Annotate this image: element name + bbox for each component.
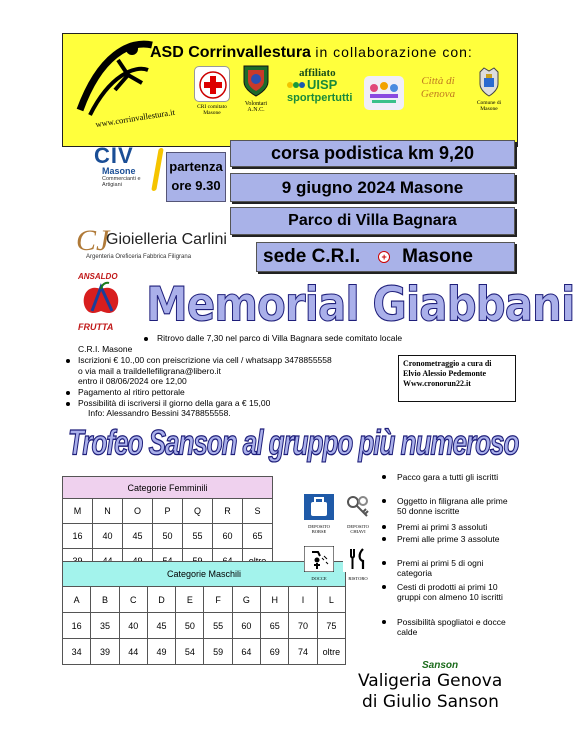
bullet-dot xyxy=(382,537,386,541)
citta-genova-text: Città di Genova xyxy=(420,75,456,100)
collab-text: in collaborazione con: xyxy=(315,44,473,60)
bullet-dot xyxy=(66,391,70,395)
bullet-dot xyxy=(382,585,386,589)
table-cell: N xyxy=(93,499,123,524)
docce-label: DOCCE xyxy=(311,576,327,581)
table-cell: oltre xyxy=(317,639,345,665)
info-ritrovo-2: C.R.I. Masone xyxy=(78,344,133,354)
memorial-title: Memorial Giabbani xyxy=(146,277,574,332)
table-cell: C xyxy=(119,587,147,613)
comune-crest-icon xyxy=(476,66,502,98)
red-cross-icon xyxy=(195,67,231,103)
deposito-chiavi-label: DEPOSITO xyxy=(347,524,369,529)
bullet-dot xyxy=(382,620,386,624)
sede-right: Masone xyxy=(402,246,473,267)
service-caption xyxy=(338,524,378,534)
civ-sub2: Commercianti e Artigiani xyxy=(102,176,141,188)
table-cell: 49 xyxy=(147,639,175,665)
club-title xyxy=(150,44,473,62)
colorful-logo xyxy=(364,76,404,110)
bullet-dot xyxy=(382,475,386,479)
table-cell: E xyxy=(176,587,204,613)
ansaldo-bottom: FRUTTA xyxy=(78,322,114,332)
table-row xyxy=(63,524,273,549)
uisp-affiliato: affiliato xyxy=(299,67,336,79)
civ-sub: Masone xyxy=(102,166,136,176)
partenza-label: partenza xyxy=(169,159,223,174)
carlini-name: Gioielleria Carlini xyxy=(106,231,227,248)
club-name: ASD Corrinvallestura xyxy=(150,44,311,61)
table-cell: 40 xyxy=(119,613,147,639)
info-contact: Info: Alessandro Bessini 3478855558. xyxy=(88,408,231,418)
table-cell: 50 xyxy=(176,613,204,639)
table-cell: 65 xyxy=(261,613,289,639)
ansaldo-top: ANSALDO xyxy=(78,272,118,281)
table-cell: S xyxy=(243,499,273,524)
crono-line3: Www.cronorun22.it xyxy=(403,379,471,388)
table-row xyxy=(63,613,346,639)
sede-box xyxy=(256,242,515,272)
table-cell: 55 xyxy=(183,524,213,549)
table-cell: 59 xyxy=(204,639,232,665)
table-cell: P xyxy=(153,499,183,524)
table-cell: 74 xyxy=(289,639,317,665)
table-cell: G xyxy=(232,587,260,613)
uisp-dots-icon xyxy=(287,79,305,91)
list-item xyxy=(397,582,517,603)
info-ritrovo-1: Ritrovo dalle 7,30 nel parco di Villa Bagnara sede comitato locale xyxy=(157,333,403,343)
partenza-time: ore 9.30 xyxy=(171,178,221,193)
table-cell: B xyxy=(91,587,119,613)
table-cell: 39 xyxy=(91,639,119,665)
deposito-borse-label2: BORSE xyxy=(311,529,327,534)
bullet-dot xyxy=(382,499,386,503)
table-cell: I xyxy=(289,587,317,613)
bullet-dot xyxy=(382,561,386,565)
sede-left: sede C.R.I. xyxy=(263,246,361,267)
prize-text: Premi alle prime 3 assolute xyxy=(397,534,500,544)
table-cell: 65 xyxy=(243,524,273,549)
prize-text: Pacco gara a tutti gli iscritti xyxy=(397,472,499,482)
ansaldo-logo xyxy=(78,272,126,332)
table-cell: M xyxy=(63,499,93,524)
table-cell: 69 xyxy=(261,639,289,665)
table-cell: 64 xyxy=(232,639,260,665)
carlini-sub: Argenteria Oreficeria Fabbrica Filigrana xyxy=(86,254,192,260)
sponsor-line2: di Giulio Sanson xyxy=(362,692,499,712)
civ-logo xyxy=(94,143,154,193)
table-cell: 50 xyxy=(153,524,183,549)
table-cell: R xyxy=(213,499,243,524)
list-item xyxy=(397,617,517,638)
table-cell: 54 xyxy=(176,639,204,665)
cri-logo xyxy=(194,66,230,102)
table-cell: 40 xyxy=(93,524,123,549)
ansaldo-apple-icon xyxy=(78,281,124,317)
table-cell: 60 xyxy=(232,613,260,639)
table-cell: 45 xyxy=(123,524,153,549)
info-pagamento: Pagamento al ritiro pettorale xyxy=(78,387,185,397)
date-box: 9 giugno 2024 Masone xyxy=(230,173,515,202)
sponsor-line1: Valigeria Genova xyxy=(358,671,503,691)
list-item xyxy=(397,472,517,482)
info-iscrizioni-1: Iscrizioni € 10.,00 con preiscrizione via cell / whatsapp 3478855558 xyxy=(78,355,332,365)
fork-knife-icon xyxy=(343,546,373,572)
start-time-box xyxy=(166,152,226,202)
sanson-signature: Sanson xyxy=(422,660,459,671)
service-caption xyxy=(299,576,339,581)
table-cell: O xyxy=(123,499,153,524)
table-cell: H xyxy=(261,587,289,613)
list-item xyxy=(397,558,517,579)
female-categories-table xyxy=(62,476,273,574)
cri-cross-icon: + xyxy=(378,251,390,263)
cri-caption: CRI comitato Masone xyxy=(197,104,227,116)
table-cell: 75 xyxy=(317,613,345,639)
deposito-chiavi-label2: CHIAVI xyxy=(350,529,366,534)
prize-text: Premi ai primi 5 di ogni categoria xyxy=(397,558,484,579)
prize-text: Cesti di prodotti ai primi 10 gruppi con almeno 10 iscritti xyxy=(397,582,503,603)
table-cell: A xyxy=(63,587,91,613)
timing-box xyxy=(398,355,516,402)
shower-icon xyxy=(304,546,334,572)
bag-deposit-icon xyxy=(304,494,334,520)
bullet-dot xyxy=(144,337,148,341)
table-cell: 16 xyxy=(63,524,93,549)
prize-text: Possibilità spogliatoi e docce calde xyxy=(397,617,506,638)
info-possibilita: Possibilità di iscriversi il giorno della gara a € 15,00 xyxy=(78,398,271,408)
uisp-logo xyxy=(281,67,357,107)
crono-line1: Cronometraggio a cura di xyxy=(403,359,492,368)
civ-title: CIV xyxy=(94,143,134,168)
table-row xyxy=(63,499,273,524)
table-cell: L xyxy=(317,587,345,613)
club-website: www.corrinvallestura.it xyxy=(94,106,176,130)
deposito-borse-label: DEPOSITO xyxy=(308,524,330,529)
table-cell: 16 xyxy=(63,613,91,639)
anc-caption: Volontari A.N.C. xyxy=(244,101,268,113)
carlini-logo xyxy=(76,226,226,266)
bullet-dot xyxy=(382,525,386,529)
table-cell: F xyxy=(204,587,232,613)
anc-shield-icon xyxy=(242,64,270,98)
table-cell: 60 xyxy=(213,524,243,549)
prize-text: Premi ai primi 3 assoluti xyxy=(397,522,488,532)
table-cell: 55 xyxy=(204,613,232,639)
table-row xyxy=(63,639,346,665)
carlini-mark: CJ xyxy=(76,224,110,257)
crono-line2: Elvio Alessio Pedemonte xyxy=(403,369,487,378)
service-caption xyxy=(299,524,339,534)
table-cell: 35 xyxy=(91,613,119,639)
colorful-figures-icon xyxy=(364,76,404,110)
table-cell: 34 xyxy=(63,639,91,665)
male-table-title: Categorie Maschili xyxy=(63,562,346,587)
bullet-dot xyxy=(66,359,70,363)
info-iscrizioni-2: o via mail a traildellefiligrana@libero.it xyxy=(78,366,221,376)
citta-genova-logo xyxy=(413,71,463,107)
service-caption xyxy=(338,576,378,581)
table-cell: Q xyxy=(183,499,213,524)
bullet-dot xyxy=(66,402,70,406)
place-box: Parco di Villa Bagnara xyxy=(230,207,515,235)
keys-icon xyxy=(343,494,373,520)
table-cell: 44 xyxy=(119,639,147,665)
list-item xyxy=(397,522,517,532)
comune-caption: Comune di Masone xyxy=(476,100,502,112)
info-iscrizioni-3: entro il 08/06/2024 ore 12,00 xyxy=(78,376,187,386)
uisp-sub: sportpertutti xyxy=(287,92,353,104)
table-cell: D xyxy=(147,587,175,613)
table-cell: 70 xyxy=(289,613,317,639)
list-item xyxy=(397,534,517,544)
ristoro-label: RISTORO xyxy=(348,576,368,581)
female-table-title: Categorie Femminili xyxy=(63,477,273,499)
trophy-title: Trofeo Sanson al gruppo più numeroso xyxy=(68,422,519,463)
table-cell: 45 xyxy=(147,613,175,639)
prize-text: Oggetto in filigrana alle prime 50 donne iscritte xyxy=(397,496,508,517)
uisp-main: UISP xyxy=(307,77,338,92)
list-item xyxy=(397,496,517,517)
race-box: corsa podistica km 9,20 xyxy=(230,140,515,167)
table-row xyxy=(63,587,346,613)
